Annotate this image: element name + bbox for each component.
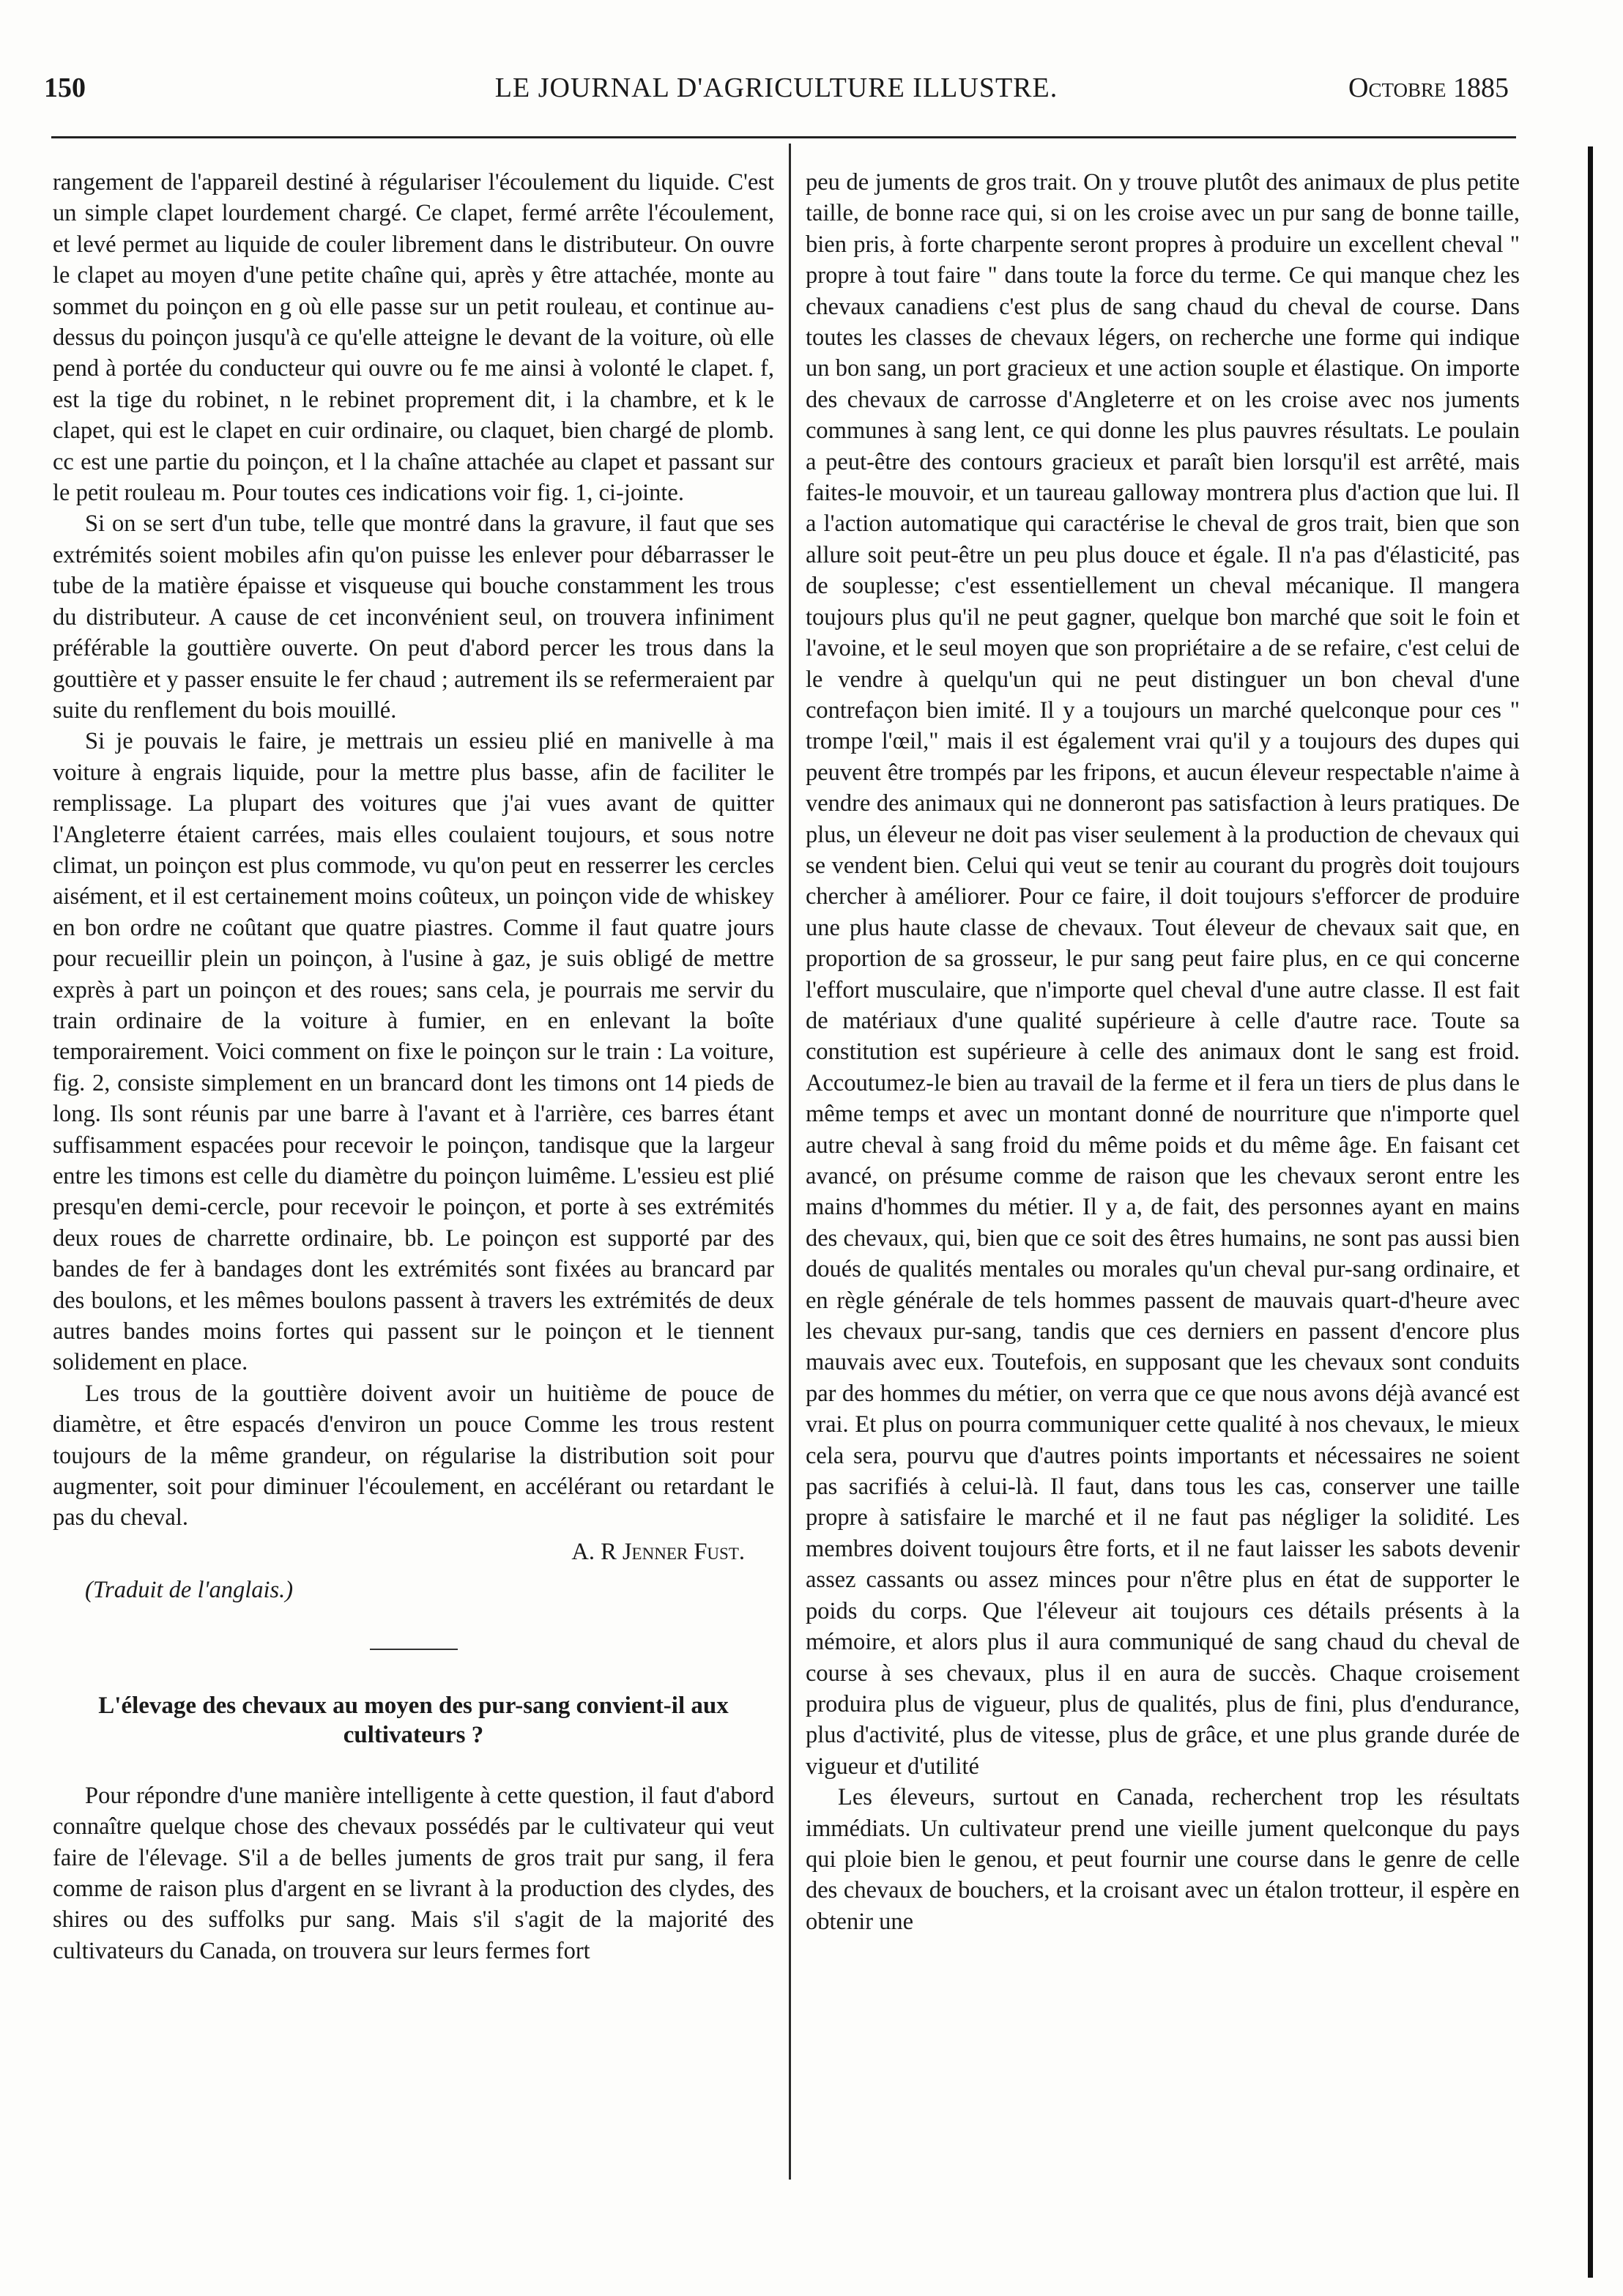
paragraph: peu de juments de gros trait. On y trouve plutôt des animaux de plus petite taille, de bonne race qui, si on les croise avec un pur sang de bonne taille, bien pris, à forte charpente seront propres à produire un excellent cheval " propre à tout faire " dans toute la force du terme. Ce qui manque chez les chevaux canadiens c'est plus de sang chaud du cheval de course. Dans toutes les classes de chevaux légers, on recherche une forme qui indique un bon sang, un port gracieux et une action souple et élastique. On importe des chevaux de carrosse d'Angleterre et on les croise avec nos juments communes à sang lent, ce qui donne les plus pauvres résultats. Le poulain a peut-être des contours gracieux et paraît bien lorsqu'il est arrêté, mais faites-le mouvoir, et un taureau galloway montrera plus d'action que lui. Il a l'action automatique qui caractérise le cheval de gros trait, bien que son allure soit peut-être un peu plus douce et égale. Il n'a pas d'élasticité, pas de souplesse; c'est essentiellement un cheval mécanique. Il mangera toujours plus qu'il ne peut gagner, quelque bon marché que soit le foin et l'avoine, et le seul moyen que son propriétaire a de se refaire, c'est celui de le vendre à quelqu'un qui ne peut distinguer un bon cheval d'une contrefaçon bien imité. Il y a toujours un marché quelconque pour ces " trompe l'œil," mais il est également vrai qu'il y a toujours des dupes qui peuvent être trompés par les fripons, et aucun éleveur respectable n'aime à vendre des animaux qui ne donneront pas satisfaction à leurs pratiques. De plus, un éleveur ne doit pas viser seulement à la production de chevaux qui se vendent bien. Celui qui veut se tenir au courant du progrès doit toujours chercher à améliorer. Pour ce faire, il doit toujours s'efforcer de produire une plus haute classe de chevaux. Tout éleveur de chevaux sait que, en proportion de sa grosseur, le pur sang peut faire plus, en ce qui concerne l'effort musculaire, que n'importe quel cheval d'une autre classe. Il est fait de matériaux d'une qualité supérieure à celle d'autre race. Toute sa constitution est supérieure à celle des animaux dont le sang est froid. Accoutumez-le bien au travail de la ferme et il fera un tiers de plus dans le même temps et avec un montant donné de nourriture que n'importe quel autre cheval à sang froid du même poids et du même âge. En faisant cet avancé, on présume comme de raison que les chevaux seront entre les mains d'hommes du métier. Il y a, de fait, des personnes ayant en mains des chevaux, qui, bien que ce soit des êtres humains, ne sont pas aussi bien doués de qualités mentales ou morales qu'un cheval pur-sang ordinaire, et en règle générale de tels hommes passent de mauvais quart-d'heure avec les chevaux pur-sang, tandis que ces derniers en passent d'encore plus mauvais avec eux. Toutefois, en supposant que les chevaux sont conduits par des hommes du métier, on verra que ce que nous avons déjà avancé est vrai. Et plus on pourra communiquer cette qualité à nos chevaux, le mieux cela sera, pourvu que d'autres points importants et nécessaires ne soient pas sacrifiés à celui-là. Il faut, dans tous les cas, conserver une taille propre à satisfaire le marché et il ne faut pas négliger la solidité. Les membres doivent toujours être forts, et il ne faut laisser les sabots devenir assez cassants ou assez minces pour n'être plus en état de supporter le poids du corps. Que l'éleveur ait toujours ces détails présents à la mémoire, et alors plus il aura communiqué de sang chaud du cheval de course à ses chevaux, plus il en aura de succès. Chaque croisement produira plus de vigueur, plus de qualités, plus de fini, plus d'endurance, plus d'activité, plus de vitesse, plus de grâce, et une plus grande durée de vigueur et d'utilité xyxy=(806,169,1520,1780)
translation-note: (Traduit de l'anglais.) xyxy=(85,1577,294,1604)
article-title: L'élevage des chevaux au moyen des pur-sang convient-il aux cultivateurs ? xyxy=(98,1692,729,1748)
paragraph: Les éleveurs, surtout en Canada, recherchent trop les résultats immédiats. Un cultivateur prend une vieille jument quelconque du pays qui ploie bien le genou, et peut fournir une course dans le genre de celle des chevaux de bouchers, et la croisant avec un étalon trotteur, il espère en obtenir une xyxy=(806,1784,1520,1935)
header-rule xyxy=(51,136,1516,138)
paragraph: Les trous de la gouttière doivent avoir un huitième de pouce de diamètre, et être espacés d'environ un pouce Comme les trous restent toujours de la même grandeur, on régularise la distribution soit pour augmenter, soit pour diminuer l'écoulement, en accélérant ou retardant le pas du cheval. xyxy=(53,1380,774,1531)
author-signature: A. R Jenner Fust. xyxy=(571,1538,745,1565)
paragraph: rangement de l'appareil destiné à régulariser l'écoulement du liquide. C'est un simple clapet lourdement chargé. Ce clapet, fermé arrête l'écoulement, et levé permet au liquide de couler librement dans le distributeur. On ouvre le clapet au moyen d'une petite chaîne qui, après y être attachée, monte au sommet du poinçon en g où elle passe sur un petit rouleau, et continue au-dessus du poinçon jusqu'à ce qu'elle atteigne le devant de la voiture, où elle pend à portée du conducteur qui ouvre ou fe me ainsi à volonté le clapet. f, est la tige du robinet, n le rebinet proprement dit, i la chambre, et k le clapet, qui est le clapet en cuir ordinaire, ou claquet, bien chargé de plomb. cc est une partie du poinçon, et l la chaîne attachée au clapet et passant sur le petit rouleau m. Pour toutes ces indications voir fig. 1, ci-jointe. xyxy=(53,169,774,507)
journal-title: LE JOURNAL D'AGRICULTURE ILLUSTRE. xyxy=(494,73,1058,103)
left-column xyxy=(53,167,774,1966)
page-header xyxy=(44,72,1509,116)
issue-date: Octobre 1885 xyxy=(1348,73,1509,103)
right-column xyxy=(806,167,1520,1937)
column-divider xyxy=(789,144,791,2180)
page-number: 150 xyxy=(44,73,86,103)
paragraph: Si on se sert d'un tube, telle que montré dans la gravure, il faut que ses extrémités soient mobiles afin qu'on puisse les enlever pour débarrasser le tube de la matière épaisse et visqueuse qui bouche constamment les trous du distributeur. A cause de cet inconvénient seul, on trouvera infiniment préférable la gouttière ouverte. On peut d'abord percer les trous dans la gouttière et y passer ensuite le fer chaud ; autrement ils se refermeraient par suite du renflement du bois mouillé. xyxy=(53,510,774,724)
paragraph: Si je pouvais le faire, je mettrais un essieu plié en manivelle à ma voiture à engrais liquide, pour la mettre plus basse, afin de faciliter le remplissage. La plupart des voitures que j'ai vues avant de quitter l'Angleterre étaient carrées, mais elles coulaient toujours, et sous notre climat, un poinçon est plus commode, vu qu'on peut en resserrer les cercles aisément, et il est certainement moins coûteux, un poinçon vide de whiskey en bon ordre ne coûtant que quatre piastres. Comme il faut quatre jours pour recueillir plein un poinçon, à l'usine à gaz, je suis obligé de mettre exprès à part un poinçon et des roues; sans cela, je pourrais me servir du train ordinaire de la voiture à fumier, en en enlevant la boîte temporairement. Voici comment on fixe le poinçon sur le train : La voiture, fig. 2, consiste simplement en un brancard dont les timons ont 14 pieds de long. Ils sont réunis par une barre à l'avant et à l'arrière, ces barres étant suffisamment espacées pour recevoir le poinçon, tandisque que la largeur entre les timons est celle du diamètre du poinçon luimême. L'essieu est plié presqu'en demi-cercle, pour recevoir le poinçon, et porte à ses extrémités deux roues de charrette ordinaire, bb. Le poinçon est supporté par des bandes de fer à bandages dont les extrémités sont fixées au brancard par des boulons, et les mêmes boulons passent à travers les extrémités de deux autres bandes moins fortes qui passent sur le poinçon et le tiennent solidement en place. xyxy=(53,728,774,1376)
page-edge-bar xyxy=(1588,146,1593,2278)
section-separator xyxy=(370,1649,458,1650)
paragraph: Pour répondre d'une manière intelligente à cette question, il faut d'abord connaître quelque chose des chevaux possédés par le cultivateur qui veut faire de l'élevage. S'il a de belles juments de gros trait pur sang, il fera comme de raison plus d'argent en se livrant à la production des clydes, des shires ou des suffolks pur sang. Mais s'il s'agit de la majorité des cultivateurs du Canada, on trouvera sur leurs fermes fort xyxy=(53,1782,774,1964)
